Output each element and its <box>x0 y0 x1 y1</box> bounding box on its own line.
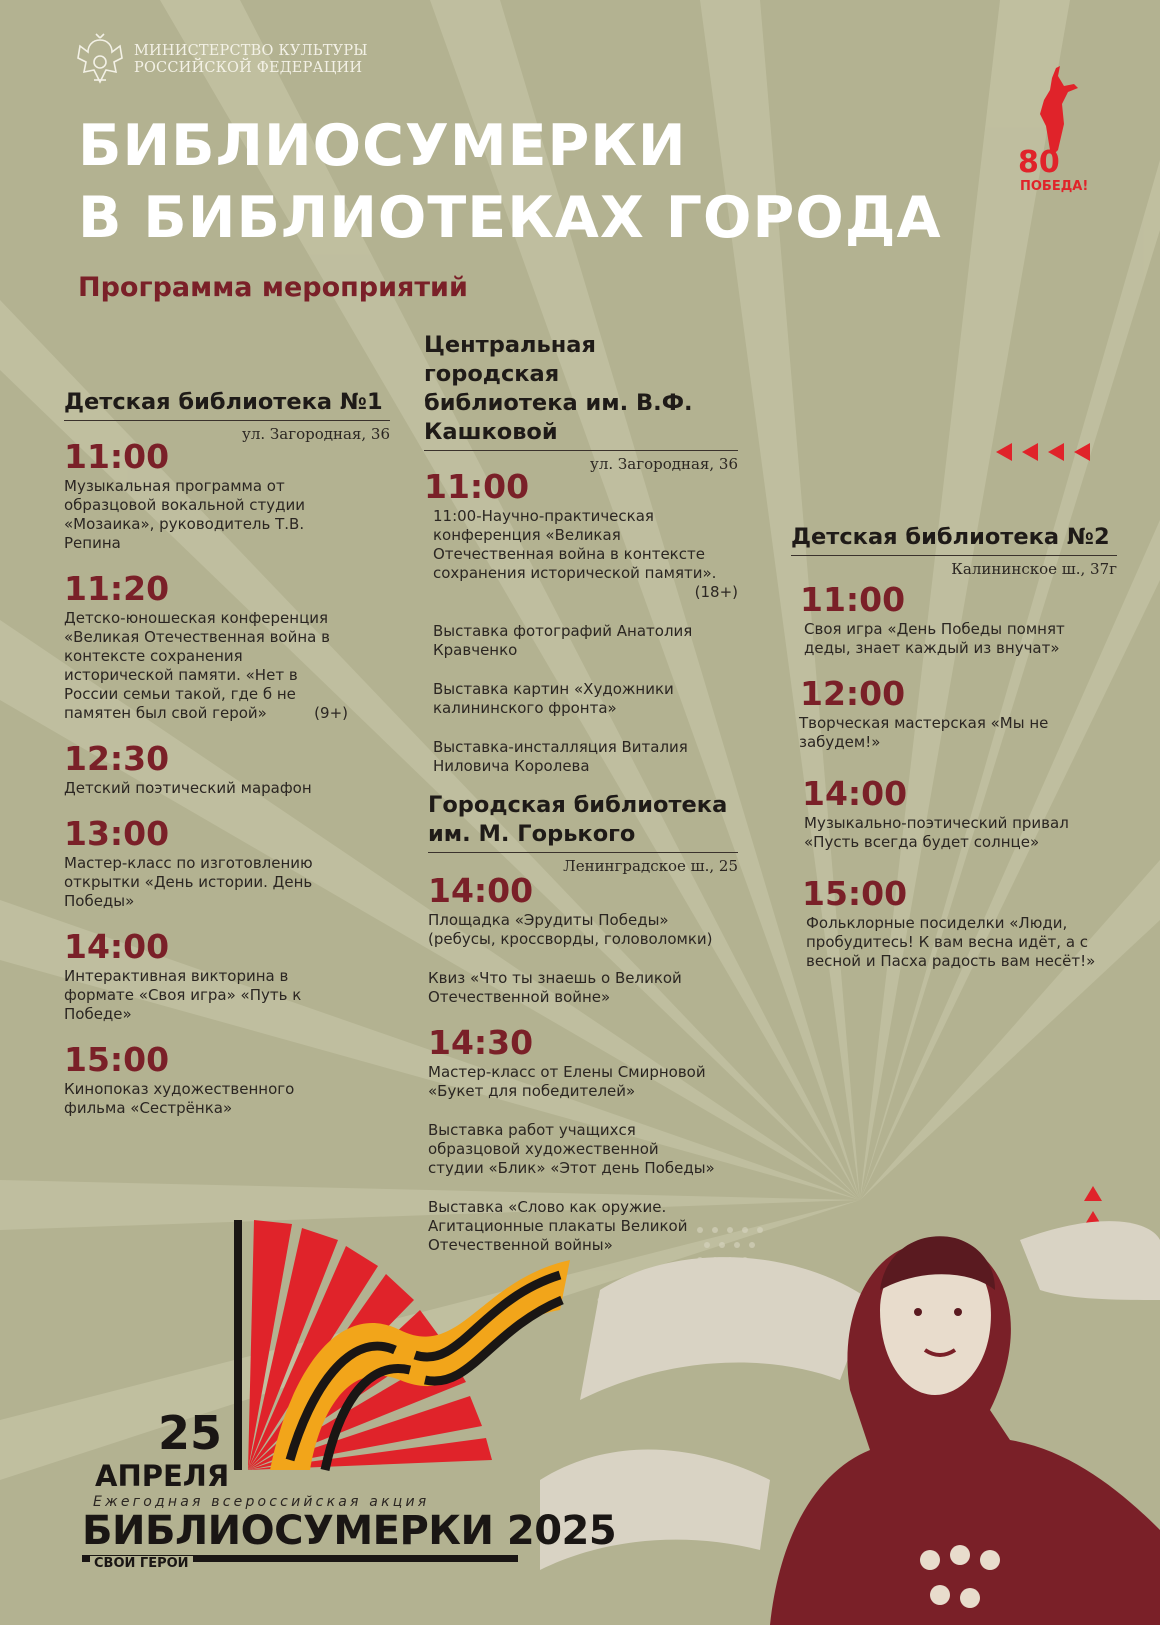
monument-icon <box>1040 66 1078 154</box>
desc-line: Отечественной войны» <box>428 1236 613 1254</box>
desc-line: деды, знает каждый из внучат» <box>804 639 1060 657</box>
desc-line: Своя игра «День Победы помнят <box>804 620 1065 638</box>
desc-line: Ниловича Королева <box>433 757 590 775</box>
event-time: 14:30 <box>428 1023 534 1062</box>
desc-line: забудем!» <box>799 733 881 751</box>
page-title <box>78 110 942 254</box>
event-time: 14:00 <box>428 871 534 910</box>
event-time: 11:00 <box>800 580 906 619</box>
desc-line: России семьи такой, где б не <box>64 685 296 703</box>
desc-line: Детско-юношеская конференция <box>64 609 329 627</box>
event-time: 14:00 <box>802 774 908 813</box>
desc-line: образцовой вокальной студии <box>64 496 305 514</box>
desc-line: Выставка картин «Художники <box>433 680 674 698</box>
ministry-line1: МИНИСТЕРСТВО КУЛЬТУРЫ <box>134 43 368 59</box>
desc-line: исторической памяти. «Нет в <box>64 666 298 684</box>
library-name <box>424 331 738 451</box>
library-address: ул. Загородная, 36 <box>242 425 390 443</box>
library-name-line: Центральная городская <box>424 332 596 387</box>
library-name: Детская библиотека №2 <box>791 523 1117 556</box>
desc-line: сохранения исторической памяти». <box>433 564 717 582</box>
event-time: 11:20 <box>64 569 170 608</box>
library-name <box>428 791 738 853</box>
event-logo-art <box>230 1220 580 1480</box>
library-children1 <box>64 388 390 1118</box>
event-time: 15:00 <box>802 874 908 913</box>
title-line1: БИБЛИОСУМЕРКИ <box>78 113 687 179</box>
desc-line: «Великая Отечественная война в <box>64 628 330 646</box>
age-rating: (9+) <box>314 704 348 722</box>
event-time: 11:00 <box>64 437 170 476</box>
desc-line: конференция «Великая <box>433 526 621 544</box>
coat-of-arms-icon <box>74 32 126 88</box>
badge-number: 80 <box>1018 145 1060 180</box>
desc-line: Кравченко <box>433 641 518 659</box>
desc-line: Репина <box>64 534 121 552</box>
desc-line: пробудитесь! К вам весна идёт, а с <box>806 933 1089 951</box>
desc-line: Победе» <box>64 1005 132 1023</box>
desc-line: Выставка фотографий Анатолия <box>433 622 693 640</box>
desc-line: Площадка «Эрудиты Победы» <box>428 911 669 929</box>
desc-line: весной и Пасха радость вам несёт!» <box>806 952 1096 970</box>
event-month: АПРЕЛЯ <box>95 1459 230 1493</box>
library-name: Детская библиотека №1 <box>64 388 390 421</box>
event-description <box>64 609 390 723</box>
event-time: 14:00 <box>64 927 170 966</box>
desc-line: «Мозаика», руководитель Т.В. <box>64 515 305 533</box>
desc-line: Выставка работ учащихся <box>428 1121 636 1139</box>
event-description <box>64 1080 390 1118</box>
desc-line: 11:00-Научно-практическая <box>433 507 654 525</box>
program-subtitle: Программа мероприятий <box>78 272 468 303</box>
desc-line: Победы» <box>64 892 135 910</box>
desc-line: «Пусть всегда будет солнце» <box>804 833 1040 851</box>
event-name: БИБЛИОСУМЕРКИ 2025 <box>82 1508 617 1554</box>
event-time: 12:00 <box>800 674 906 713</box>
desc-line: Кинопоказ художественного <box>64 1080 295 1098</box>
desc-line: открытки «День истории. День <box>64 873 313 891</box>
event-description <box>791 814 1117 852</box>
event-description <box>424 507 738 776</box>
desc-line: Мастер-класс от Елены Смирновой <box>428 1063 706 1081</box>
pilot-photo <box>540 1150 1160 1625</box>
event-description <box>64 779 390 798</box>
triangle-left-icon <box>996 443 1012 461</box>
library-name-line: им. М. Горького <box>428 821 636 847</box>
library-children2 <box>791 523 1117 971</box>
desc-line: образцовой художественной <box>428 1140 659 1158</box>
event-description <box>64 854 390 911</box>
desc-line: Мастер-класс по изготовлению <box>64 854 313 872</box>
library-address: Калининское ш., 37г <box>951 560 1117 578</box>
desc-line: фильма «Сестрёнка» <box>64 1099 233 1117</box>
event-description <box>791 714 1117 752</box>
library-name-line: библиотека им. В.Ф. <box>424 390 693 416</box>
desc-line: (ребусы, кроссворды, головоломки) <box>428 930 713 948</box>
triangle-left-icon <box>1022 443 1038 461</box>
desc-line: Отечественная война в контексте <box>433 545 705 563</box>
desc-line: Творческая мастерская «Мы не <box>799 714 1049 732</box>
desc-line: Выставка «Слово как оружие. <box>428 1198 667 1216</box>
event-day: 25 <box>158 1406 223 1460</box>
event-annual-caption: Ежегодная всероссийская акция <box>93 1494 430 1510</box>
event-motto: СВОИ ГЕРОИ <box>90 1556 193 1571</box>
library-address: ул. Загородная, 36 <box>590 455 738 473</box>
ministry-line2: РОССИЙСКОЙ ФЕДЕРАЦИИ <box>134 60 363 76</box>
desc-line: Музыкальная программа от <box>64 477 285 495</box>
desc-line: студии «Блик» «Этот день Победы» <box>428 1159 715 1177</box>
event-description <box>64 477 390 553</box>
event-time: 13:00 <box>64 814 170 853</box>
triangle-left-icon <box>1074 443 1090 461</box>
desc-line: Фольклорные посиделки «Люди, <box>806 914 1068 932</box>
title-line2: В БИБЛИОТЕКАХ ГОРОДА <box>78 185 942 251</box>
library-address: Ленинградское ш., 25 <box>563 857 738 875</box>
age-rating: (18+) <box>694 583 738 601</box>
event-description <box>791 914 1117 971</box>
desc-line: Квиз «Что ты знаешь о Великой <box>428 969 682 987</box>
library-name-line: Кашковой <box>424 419 558 445</box>
desc-line: контексте сохранения <box>64 647 243 665</box>
desc-line: Музыкально-поэтический привал <box>804 814 1069 832</box>
library-name-line: Городская библиотека <box>428 792 728 818</box>
library-central <box>424 331 738 776</box>
desc-line: формате «Своя игра» «Путь к <box>64 986 302 1004</box>
event-description <box>64 967 390 1024</box>
decorative-arrows <box>996 443 1090 461</box>
event-description <box>791 620 1117 658</box>
event-description <box>428 911 738 1007</box>
triangle-left-icon <box>1048 443 1064 461</box>
desc-line: калининского фронта» <box>433 699 617 717</box>
desc-line: Интерактивная викторина в <box>64 967 289 985</box>
desc-line: «Букет для победителей» <box>428 1082 636 1100</box>
desc-line: памятен был свой герой» <box>64 704 267 722</box>
ministry-header <box>74 32 368 88</box>
event-time: 12:30 <box>64 739 170 778</box>
desc-line: Отечественной войне» <box>428 988 611 1006</box>
desc-line: Детский поэтический марафон <box>64 779 312 797</box>
event-time: 15:00 <box>64 1040 170 1079</box>
desc-line: Агитационные плакаты Великой <box>428 1217 688 1235</box>
badge-text: ПОБЕДА! <box>1020 179 1088 194</box>
event-time: 11:00 <box>424 467 530 506</box>
victory-80-badge <box>1016 64 1088 199</box>
desc-line: Выставка-инсталляция Виталия <box>433 738 688 756</box>
